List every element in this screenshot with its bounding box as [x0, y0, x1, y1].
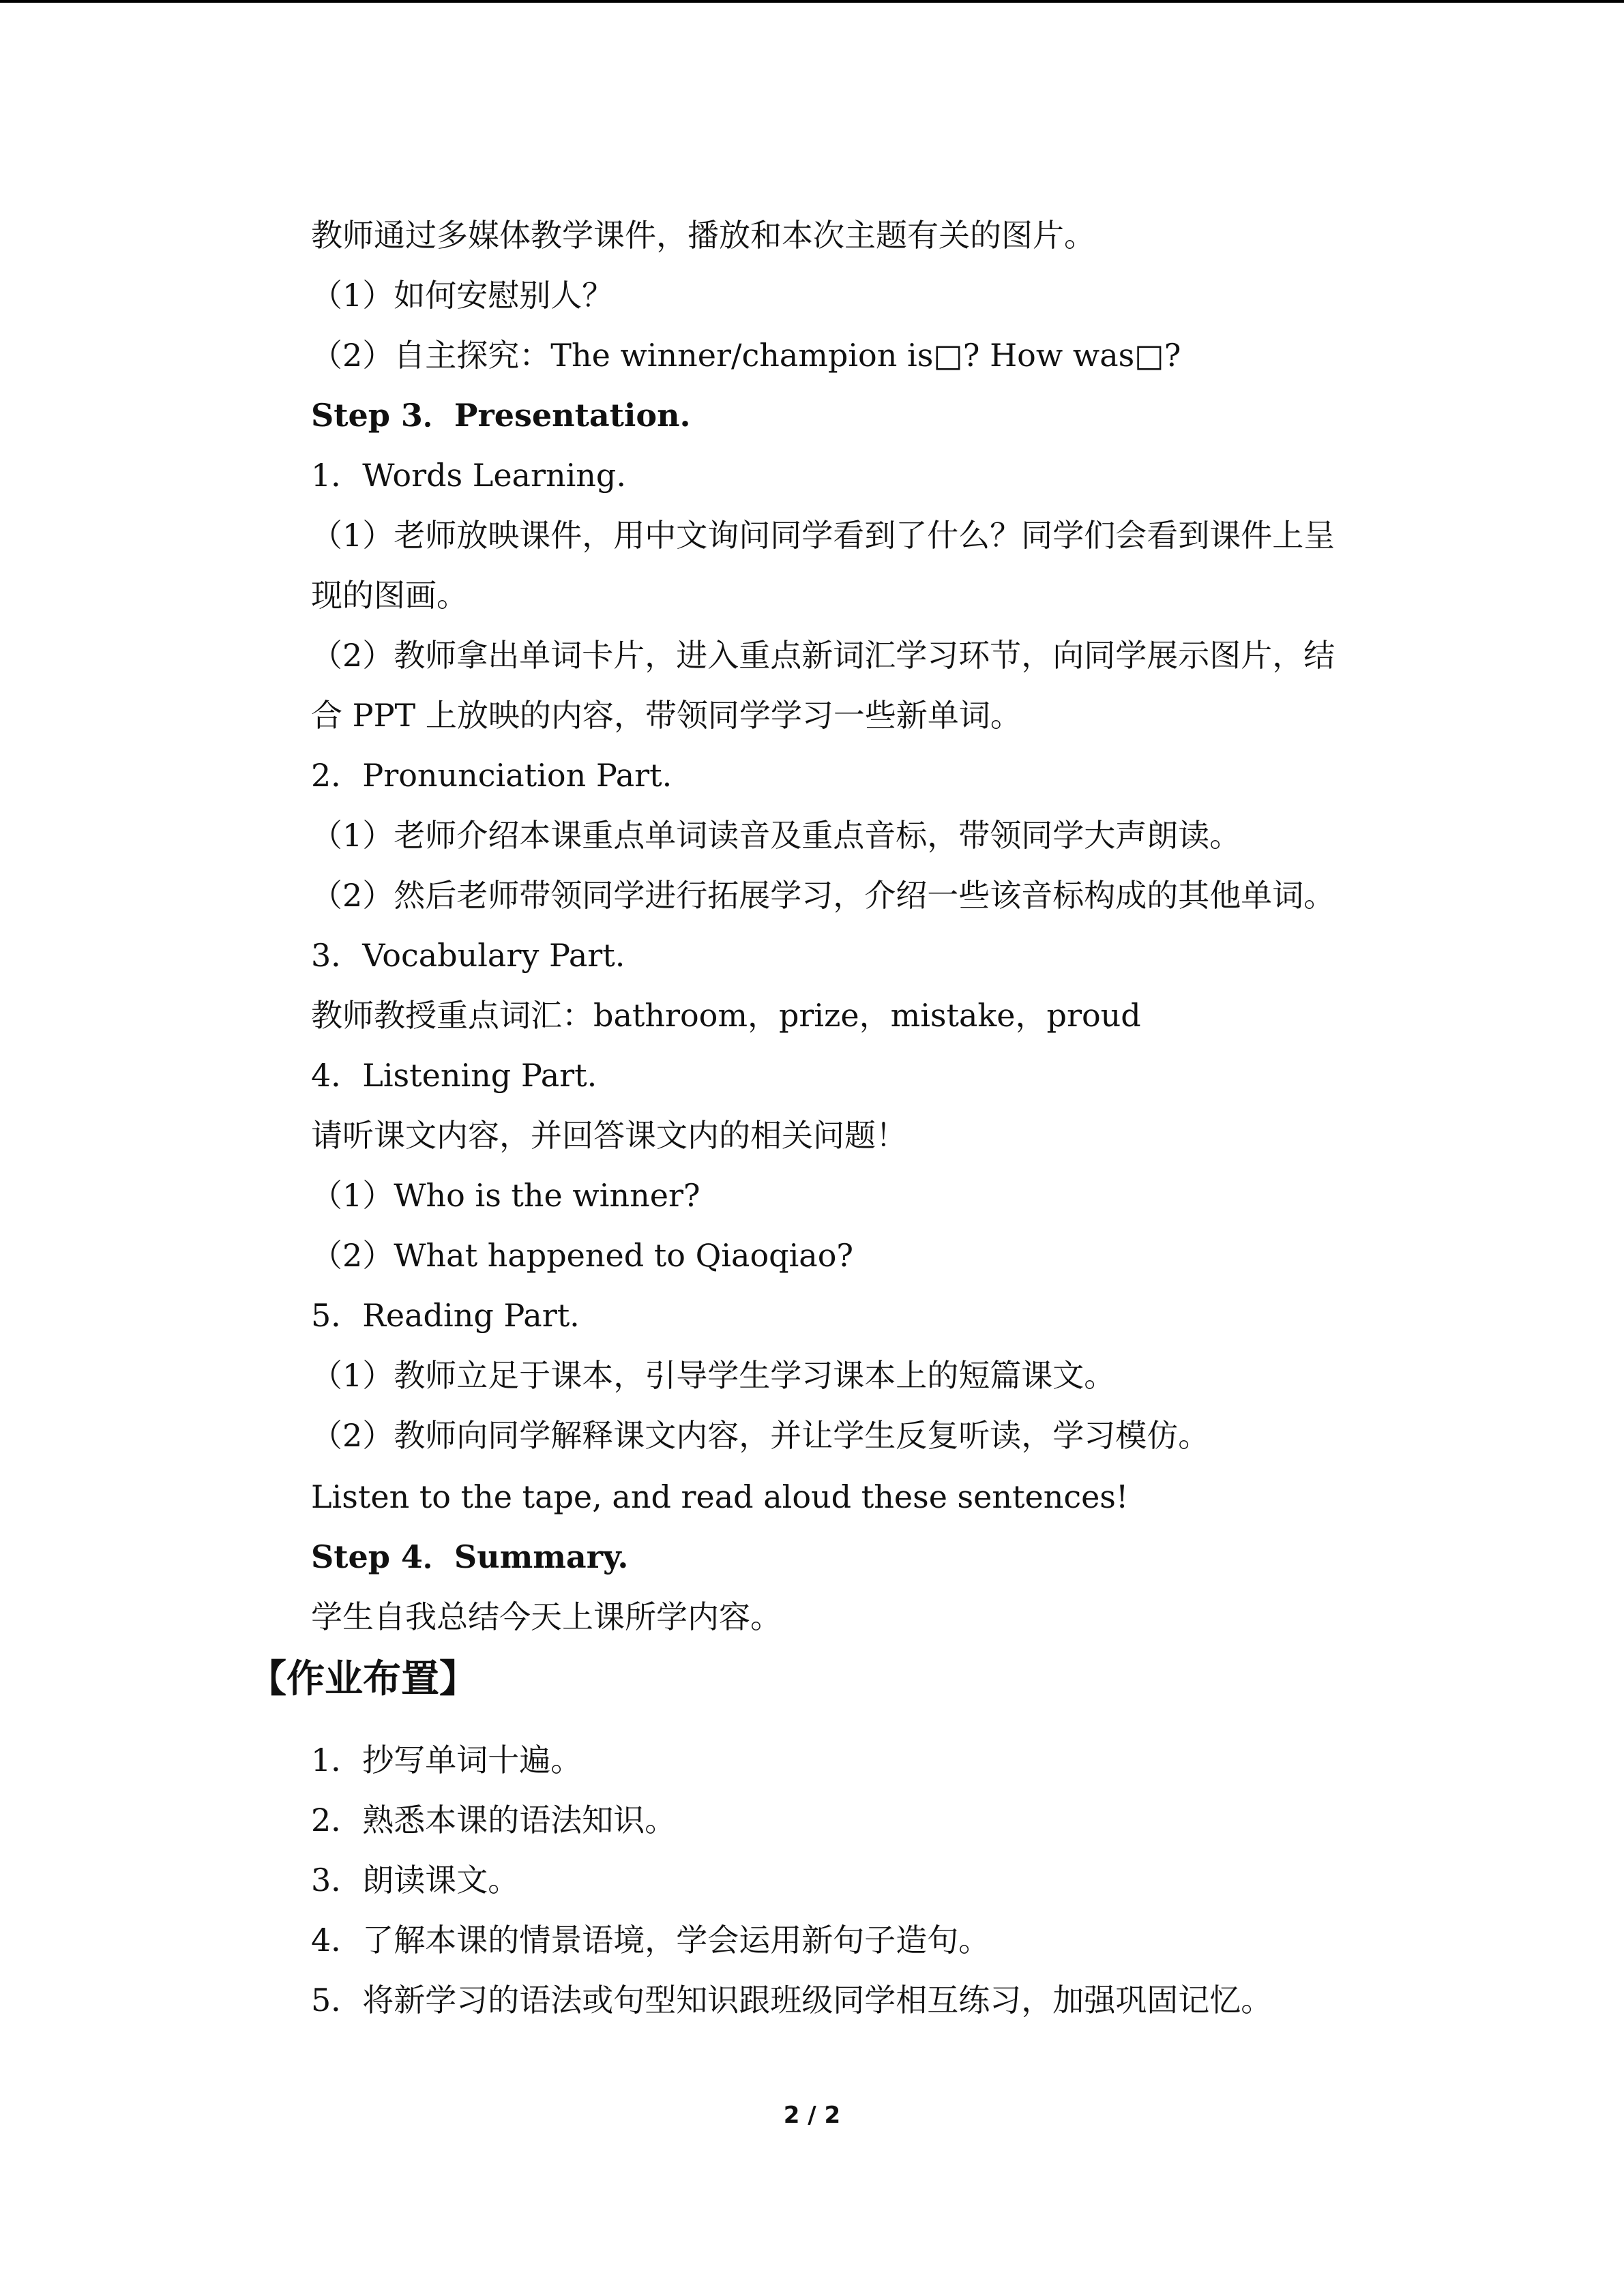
question-1: （1）如何安慰别人？: [311, 277, 614, 314]
homework-item-4: 4．了解本课的情景语境，学会运用新句子造句。: [311, 1922, 990, 1958]
words-learning-item-1: （1）老师放映课件，用中文询问同学看到了什么？同学们会看到课件上呈: [311, 517, 1335, 554]
listening-question-1: （1）Who is the winner?: [311, 1177, 700, 1214]
words-learning-heading: 1．Words Learning.: [311, 457, 626, 494]
pronunciation-heading: 2．Pronunciation Part.: [311, 757, 673, 794]
homework-heading: 【作业布置】: [248, 1657, 477, 1701]
reading-item-1: （1）教师立足于课本，引导学生学习课本上的短篇课文。: [311, 1357, 1116, 1394]
pronunciation-item-1: （1）老师介绍本课重点单词读音及重点音标，带领同学大声朗读。: [311, 817, 1241, 854]
reading-instruction: Listen to the tape, and read aloud these sentences!: [311, 1478, 1129, 1515]
question-2: （2）自主探究：The winner/champion is□? How was□?: [311, 337, 1181, 374]
summary-text: 学生自我总结今天上课所学内容。: [311, 1598, 782, 1635]
listening-heading: 4．Listening Part.: [311, 1057, 597, 1094]
homework-item-2: 2．熟悉本课的语法知识。: [311, 1802, 677, 1838]
homework-item-5: 5．将新学习的语法或句型知识跟班级同学相互练习，加强巩固记忆。: [311, 1982, 1273, 2018]
listening-instruction: 请听课文内容，并回答课文内的相关问题！: [311, 1117, 907, 1154]
homework-item-1: 1．抄写单词十遍。: [311, 1742, 582, 1778]
vocabulary-heading: 3．Vocabulary Part.: [311, 937, 625, 974]
words-learning-item-2: （2）教师拿出单词卡片，进入重点新词汇学习环节，向同学展示图片，结: [311, 637, 1335, 674]
page-top-border: [0, 0, 1624, 3]
vocabulary-words: 教师教授重点词汇：bathroom，prize，mistake，proud: [311, 997, 1141, 1034]
page-number: 2 / 2: [783, 2102, 841, 2129]
step-3-heading: Step 3．Presentation.: [311, 397, 691, 434]
words-learning-item-2-cont: 合 PPT 上放映的内容，带领同学学习一些新单词。: [311, 697, 1022, 734]
pronunciation-item-2: （2）然后老师带领同学进行拓展学习，介绍一些该音标构成的其他单词。: [311, 877, 1335, 914]
listening-question-2: （2）What happened to Qiaoqiao?: [311, 1237, 854, 1274]
reading-heading: 5．Reading Part.: [311, 1297, 580, 1334]
step-4-heading: Step 4．Summary.: [311, 1538, 629, 1575]
intro-paragraph: 教师通过多媒体教学课件，播放和本次主题有关的图片。: [311, 217, 1095, 254]
reading-item-2: （2）教师向同学解释课文内容，并让学生反复听读，学习模仿。: [311, 1417, 1210, 1454]
homework-item-3: 3．朗读课文。: [311, 1862, 520, 1898]
words-learning-item-1-cont: 现的图画。: [311, 577, 468, 614]
